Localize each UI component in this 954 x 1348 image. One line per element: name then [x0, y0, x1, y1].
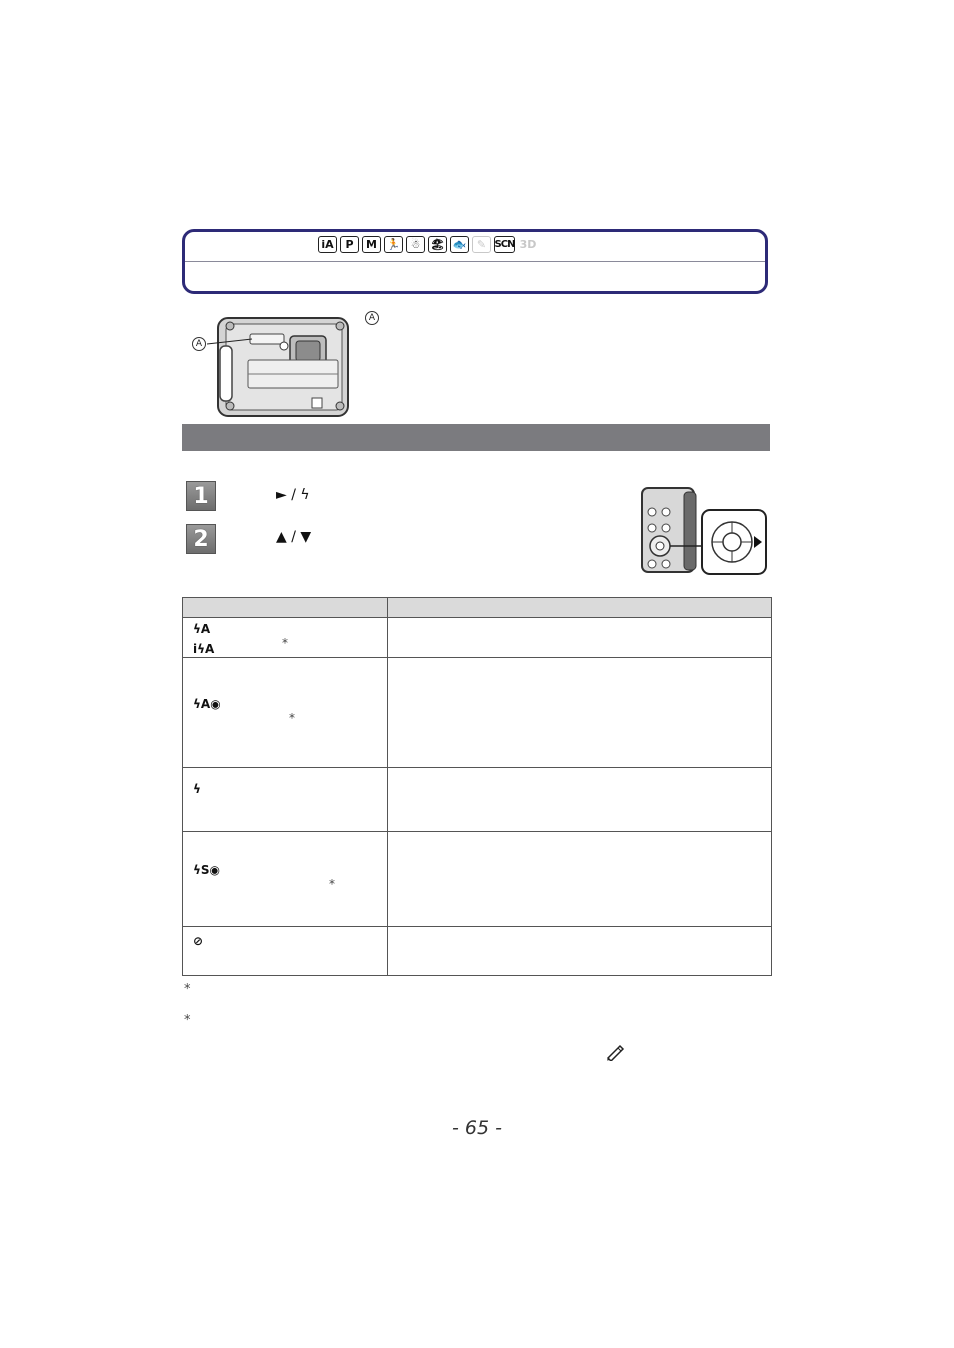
row-symbol-cell — [183, 832, 388, 927]
row-symbol-cell — [183, 658, 388, 768]
forced-flash-on-icon: ϟ — [193, 782, 201, 796]
page-number: - 65 - — [452, 1117, 502, 1139]
table-row — [183, 927, 772, 976]
table-row — [183, 832, 772, 927]
footnote-marker: * — [329, 877, 335, 891]
flash-settings-table — [182, 597, 772, 976]
flash-off-icon: ⊘ — [193, 934, 204, 948]
footnote-marker: * — [289, 711, 295, 725]
step-1-keys: ► / ϟ — [276, 487, 310, 503]
auto-red-eye-flash-icon: ϟA◉ — [193, 697, 221, 711]
row-symbol-cell — [183, 768, 388, 832]
row-description-cell — [388, 927, 772, 976]
scene-mode-icon: SCN — [494, 236, 515, 253]
footnote-2-marker: * — [184, 1013, 191, 1028]
footnote-1-marker: * — [184, 982, 191, 997]
intelligent-auto-mode-icon: iA — [318, 236, 337, 253]
camera-flash-illustration — [190, 312, 355, 420]
table-row — [183, 768, 772, 832]
header-divider — [185, 261, 765, 262]
flash-callout-marker: A — [365, 311, 379, 325]
step-2-keys: ▲ / ▼ — [276, 529, 312, 545]
intelligent-auto-flash-icon: iϟA — [193, 642, 215, 656]
underwater-scene-icon: 🐟 — [450, 236, 469, 253]
header-cell-item — [183, 598, 388, 618]
creative-control-mode-icon: ✎ — [472, 236, 491, 253]
manual-exposure-mode-icon: M — [362, 236, 381, 253]
row-symbol-cell — [183, 618, 388, 658]
slow-sync-red-eye-icon: ϟS◉ — [193, 863, 221, 877]
step-2-badge: 2 — [186, 524, 216, 554]
program-ae-mode-icon: P — [340, 236, 359, 253]
auto-flash-icon: ϟA — [193, 622, 211, 636]
table-row — [183, 618, 772, 658]
table-header-row — [183, 598, 772, 618]
snow-scene-icon: ☃ — [406, 236, 425, 253]
sports-scene-icon: 🏃 — [384, 236, 403, 253]
row-description-cell — [388, 832, 772, 927]
beach-snorkeling-scene-icon: 🏖 — [428, 236, 447, 253]
step-1-badge: 1 — [186, 481, 216, 511]
row-description-cell — [388, 768, 772, 832]
header-cell-description — [388, 598, 772, 618]
row-symbol-cell — [183, 927, 388, 976]
row-description-cell — [388, 658, 772, 768]
footnote-marker: * — [282, 636, 288, 650]
pen-reference-icon — [605, 1043, 625, 1061]
row-description-cell — [388, 618, 772, 658]
mode-icon-strip — [318, 236, 538, 253]
section-title-band — [182, 424, 770, 451]
table-row — [183, 658, 772, 768]
3d-mode-icon: 3D — [519, 238, 537, 251]
cursor-button-illustration — [640, 484, 770, 578]
flash-location-marker: A — [192, 337, 206, 351]
